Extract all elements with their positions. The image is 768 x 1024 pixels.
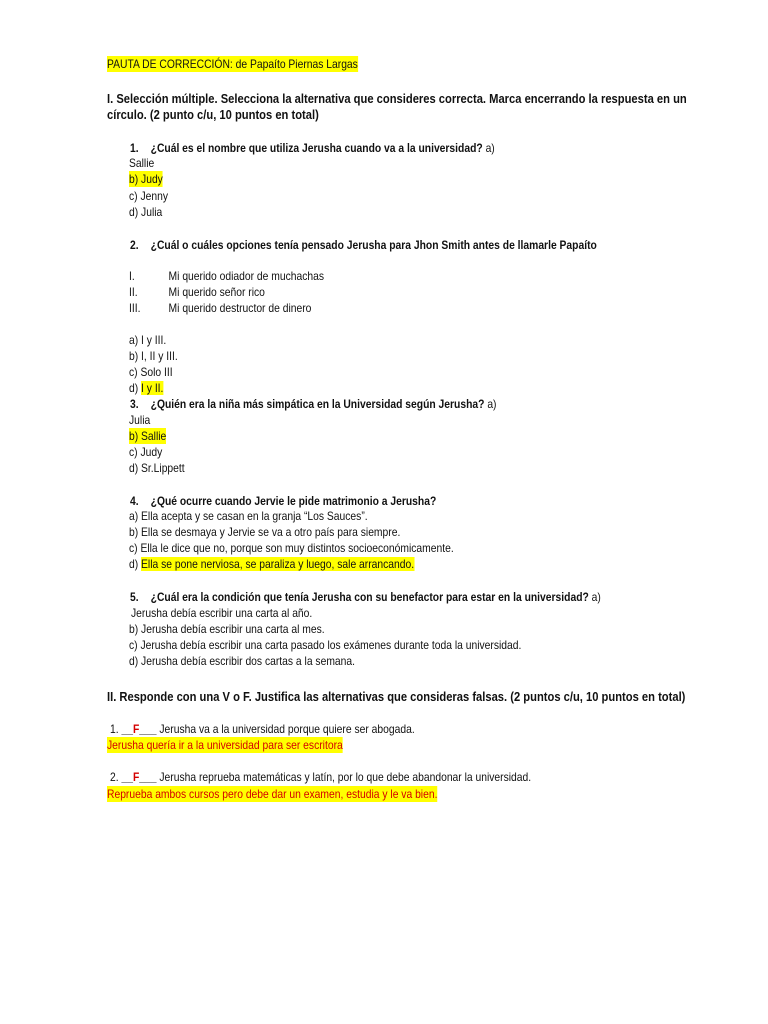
true-false-2-number: 2. — [110, 770, 119, 784]
true-false-1-statement: Jerusha va a la universidad porque quiere ser abogada. — [159, 722, 415, 736]
question-2-text: ¿Cuál o cuáles opciones tenía pensado Jerusha para Jhon Smith antes de llamarle Papaíto — [150, 238, 597, 252]
question-4 — [130, 493, 486, 509]
question-5-option-a-correct: Jerusha debía escribir una carta al año. — [131, 606, 313, 620]
question-2-roman-3: III. Mi querido destructor de dinero — [129, 301, 312, 315]
true-false-1-answer-blank: __F___ — [121, 722, 157, 736]
question-5-option-d: d) Jerusha debía escribir dos cartas a la semana. — [129, 654, 356, 668]
question-3-option-d: d) Sr.Lippett — [129, 461, 185, 475]
true-false-1-justification: Jerusha quería ir a la universidad para ser escritora — [107, 738, 343, 752]
question-2-option-a: a) I y III. — [129, 333, 167, 347]
question-3-number: 3. — [130, 397, 139, 411]
question-3-text: ¿Quién era la niña más simpática en la Universidad según Jerusha? — [150, 397, 485, 411]
question-2-number: 2. — [130, 238, 139, 252]
question-1-option-b-correct: b) Judy — [129, 172, 163, 186]
title-text: PAUTA DE CORRECCIÓN: de Papaíto Piernas Largas — [107, 57, 358, 71]
question-4-option-a: a) Ella acepta y se casan en la granja “Los Sauces”. — [129, 509, 368, 523]
true-false-2 — [110, 769, 600, 785]
question-5-text: ¿Cuál era la condición que tenía Jerusha con su benefactor para estar en la universidad? — [150, 590, 589, 604]
section2-heading: II. Responde con una V o F. Justifica las alternativas que consideras falsas. (2 puntos c/u, 10 puntos en total) — [107, 689, 686, 704]
question-2-option-b: b) I, II y III. — [129, 349, 178, 363]
question-2-roman-2: II. Mi querido señor rico — [129, 285, 265, 299]
question-4-option-d-correct: d) Ella se pone nerviosa, se paraliza y luego, sale arrancando. — [129, 557, 415, 571]
true-false-2-statement: Jerusha reprueba matemáticas y latín, por lo que debe abandonar la universidad. — [159, 770, 532, 784]
question-1-option-a: Sallie — [129, 156, 155, 170]
section1-heading-line1: I. Selección múltiple. Selecciona la alternativa que consideres correcta. Marca encerrando la respuesta en un — [107, 91, 687, 106]
question-1 — [130, 140, 554, 156]
true-false-1-answer: F — [132, 722, 140, 736]
question-2 — [130, 237, 673, 253]
question-3 — [130, 396, 556, 412]
question-5-option-b: b) Jerusha debía escribir una carta al mes. — [129, 622, 325, 636]
question-4-number: 4. — [130, 494, 139, 508]
question-1-option-c: c) Jenny — [129, 189, 169, 203]
question-3-option-b-correct: b) Sallie — [129, 429, 167, 443]
question-3-option-c: c) Judy — [129, 445, 163, 459]
question-3-option-a: Julia — [129, 413, 151, 427]
section1-heading-line2: círculo. (2 punto c/u, 10 puntos en total) — [107, 107, 319, 122]
question-5-option-c: c) Jerusha debía escribir una carta pasado los exámenes durante toda la universidad. — [129, 638, 522, 652]
question-4-text: ¿Qué ocurre cuando Jervie le pide matrimonio a Jerusha? — [150, 494, 437, 508]
question-5-number: 5. — [130, 590, 139, 604]
question-4-option-b: b) Ella se desmaya y Jervie se va a otro país para siempre. — [129, 525, 401, 539]
question-1-number: 1. — [130, 141, 139, 155]
true-false-2-answer: F — [132, 770, 140, 784]
question-1-option-d: d) Julia — [129, 205, 163, 219]
document-title — [107, 56, 399, 72]
question-4-option-c: c) Ella le dice que no, porque son muy distintos socioeconómicamente. — [129, 541, 454, 555]
true-false-2-answer-blank: __F___ — [121, 770, 157, 784]
true-false-1 — [110, 721, 464, 737]
true-false-1-number: 1. — [110, 722, 119, 736]
question-2-option-d-correct: d) I y II. — [129, 381, 164, 395]
question-2-roman-1: I. Mi querido odiador de muchachas — [129, 269, 325, 283]
question-1-text: ¿Cuál es el nombre que utiliza Jerusha cuando va a la universidad? — [150, 141, 483, 155]
question-5-option-a-prefix: a) — [591, 590, 601, 604]
question-1-option-a-prefix: a) — [485, 141, 495, 155]
question-2-option-c: c) Solo III — [129, 365, 173, 379]
question-5 — [130, 589, 678, 605]
true-false-2-justification: Reprueba ambos cursos pero debe dar un examen, estudia y le va bien. — [107, 787, 438, 801]
question-3-option-a-prefix: a) — [487, 397, 497, 411]
